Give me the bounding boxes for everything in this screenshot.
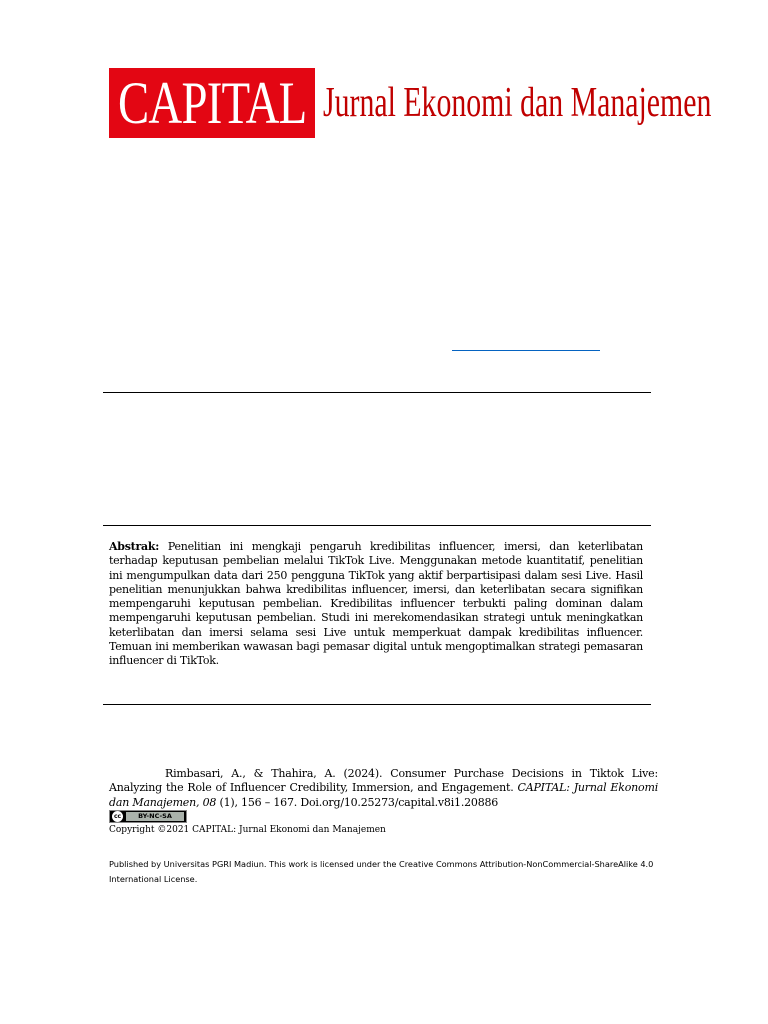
citation — [109, 767, 658, 810]
email-link-underline[interactable] — [452, 350, 600, 351]
citation-volume-doi: (1), 156 – 167. Doi.org/10.25273/capital.v8i1.20886 — [216, 795, 499, 809]
journal-header-banner — [109, 68, 712, 138]
logo-text: CAPITAL — [118, 70, 307, 136]
citation-journal: CAPITAL: Jurnal Ekonomi dan Manajemen, 08 — [109, 781, 659, 809]
cc-icon: cc — [113, 813, 122, 820]
capital-logo — [109, 68, 315, 138]
abstract-label: Abstrak: — [109, 540, 160, 553]
abstract-text: Penelitian ini mengkaji pengaruh kredibilitas influencer, imersi, dan keterlibatan terhadap keputusan pembelian melalui TikTok Live. Menggunakan metode kuantitatif, penelitian ini mengumpulkan data dari 250 pengguna TikTok yang aktif berpartisipasi dalam sesi Live. Hasil penelitian menunjukkan bahwa kredibilitas influencer, imersi, dan keterlibatan secara signifikan mempengaruhi keputusan pembelian. Kredibilitas influencer terbukti paling dominan dalam mempengaruhi keputusan pembelian. Studi ini merekomendasikan strategi untuk meningkatkan keterlibatan dan imersi selama sesi Live untuk memperkuat dampak kredibilitas influencer. Temuan ini memberikan wawasan bagi pemasar digital untuk mengoptimalkan strategi pemasaran influencer di TikTok. — [109, 540, 644, 668]
copyright-notice: Copyright ©2021 CAPITAL: Jurnal Ekonomi dan Manajemen — [109, 825, 386, 835]
cc-terms: BY-NC-SA — [126, 812, 184, 821]
citation-text: Rimbasari, A., & Thahira, A. (2024). Consumer Purchase Decisions in Tiktok Live: Analyzing the Role of Influencer Credibility, Immersion, and Engagement. — [109, 767, 658, 795]
abstract-section — [109, 540, 643, 669]
divider-abstract-top — [103, 525, 651, 526]
cc-license-badge[interactable] — [109, 810, 187, 823]
divider-abstract-bottom — [103, 704, 651, 705]
divider-top — [103, 392, 651, 393]
license-statement: Published by Universitas PGRI Madiun. This work is licensed under the Creative Commons Attribution-NonCommercial-ShareAlike 4.0 International License. — [109, 859, 654, 884]
journal-name: Jurnal Ekonomi dan Manajemen — [323, 80, 712, 126]
